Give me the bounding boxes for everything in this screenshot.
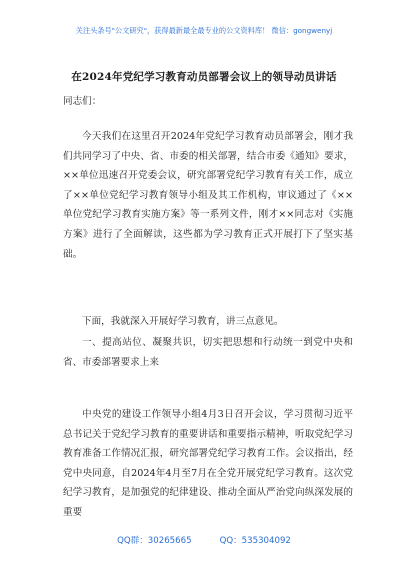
document-title: 在2024年党纪学习教育动员部署会议上的领导动员讲话	[71, 71, 337, 83]
header-banner: 关注头条号"公文研究"，获得最新最全最专业的公文资料库！ 微信：gongwenyj	[75, 26, 333, 35]
paragraph-opening: 今天我们在这里召开2024年党纪学习教育动员部署会，刚才我们共同学习了中央、省、市委的相关部署，结合市委《通知》要求，××单位迅速召开党委会议，研究部署党纪学习教育有关工作，成立了××单位党纪学习教育领导小组及其工作机构，审议通过了《××单位党纪学习教育实施方案》等一系列文件，刚才××同志对《实施方案》进行了全面解读，这些都为学习教育正式开展打下了坚实基础。	[63, 131, 353, 260]
section-heading-1: 一、提高站位、凝聚共识，切实把思想和行动统一到党中央和省、市委部署要求上来	[63, 337, 353, 368]
footer-contact	[0, 534, 408, 546]
salutation: 同志们：	[63, 96, 102, 107]
paragraph-transition: 下面，我就深入开展好学习教育，讲三点意见。	[82, 316, 284, 327]
paragraph-section-1: 中央党的建设工作领导小组4月3日召开会议，学习贯彻习近平总书记关于党纪学习教育的重要讲话和重要指示精神，听取党纪学习教育准备工作情况汇报，研究部署党纪学习教育工作。会议指出，经党中央同意，自2024年4月至7月在全党开展党纪学习教育。这次党纪学习教育，是加强党的纪律建设、推动全面从严治党向纵深发展的重要	[63, 409, 353, 518]
footer-qq-group: QQ群：30265665	[117, 536, 192, 546]
footer-qq: QQ：535304092	[219, 536, 291, 546]
